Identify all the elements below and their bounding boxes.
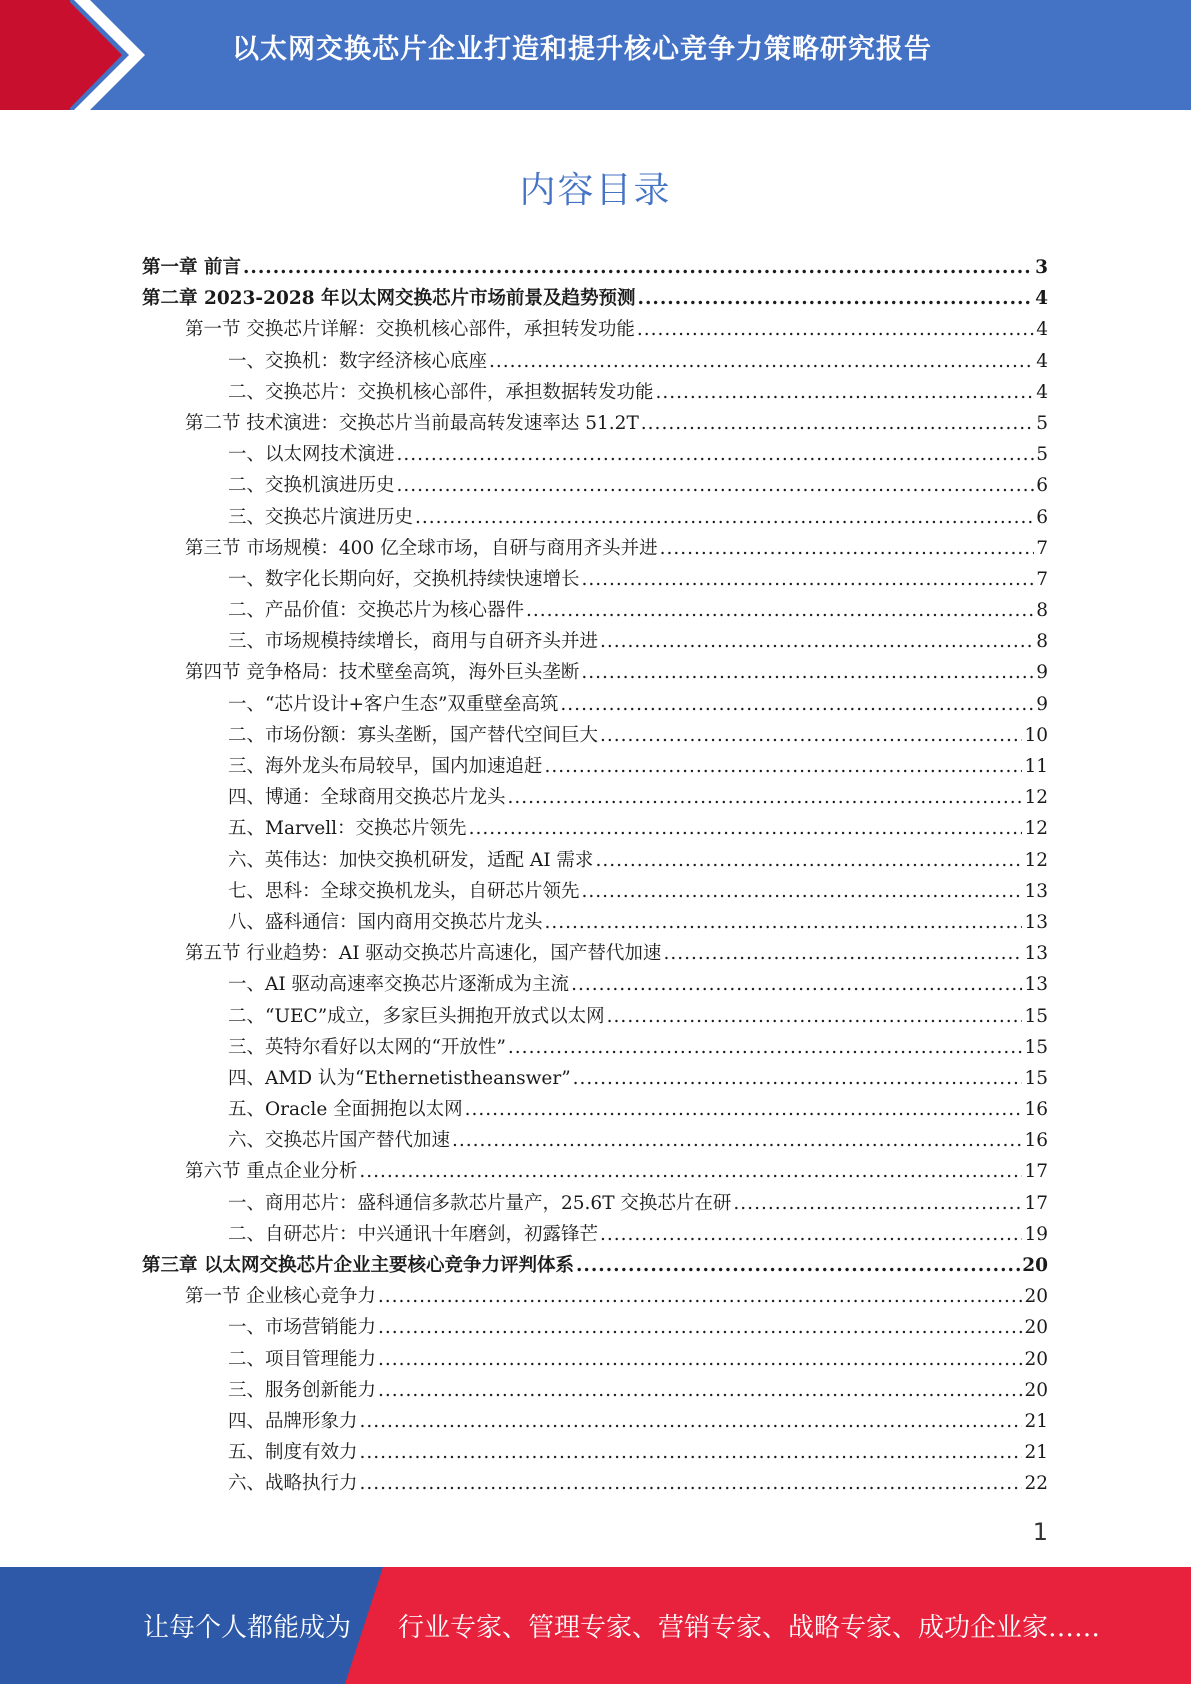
toc-entry-page: 3 [1035,257,1048,278]
dot-leader [508,782,1023,813]
dot-leader [243,252,1033,283]
toc-entry-text: 二、“UEC”成立，多家巨头拥抱开放式以太网 [228,1005,605,1027]
dot-leader [600,626,1034,657]
dot-leader [607,1001,1023,1032]
toc-entry-text: 第六节 重点企业分析 [185,1161,358,1183]
toc-entry[interactable] [142,1312,1048,1343]
toc-entry[interactable] [142,1437,1048,1468]
toc-entry-page: 8 [1036,631,1048,653]
toc-entry-text: 第一章 前言 [142,257,241,278]
dot-leader [489,346,1034,377]
toc-entry[interactable] [142,533,1048,564]
toc-entry-text: 三、服务创新能力 [228,1379,377,1401]
toc-entry-text: 八、盛科通信：国内商用交换芯片龙头 [228,911,543,933]
dot-leader [397,470,1035,501]
dot-leader [360,1468,1023,1499]
toc-entry[interactable] [142,1219,1048,1250]
toc-entry-page: 5 [1036,412,1048,434]
toc-entry[interactable] [142,813,1048,844]
toc-entry[interactable] [142,1156,1048,1187]
toc-entry-page: 6 [1036,475,1048,497]
dot-leader [641,408,1034,439]
toc-entry-page: 9 [1036,693,1048,715]
toc-entry-page: 7 [1036,568,1048,590]
toc-entry-page: 4 [1035,288,1048,310]
toc-entry-text: 四、品牌形象力 [228,1410,358,1432]
toc-entry[interactable] [142,1188,1048,1219]
toc-entry[interactable] [142,502,1048,533]
toc-entry[interactable] [142,1063,1048,1094]
page-number: 1 [1032,1518,1048,1546]
dot-leader [359,1156,1022,1187]
toc-entry-page: 21 [1024,1410,1048,1432]
toc-entry[interactable] [142,1001,1048,1032]
dot-leader [582,876,1023,907]
toc-entry-text: 二、市场份额：寡头垄断，国产替代空间巨大 [228,724,599,746]
toc-entry-page: 12 [1024,849,1048,871]
toc-entry[interactable] [142,876,1048,907]
toc-entry[interactable] [142,283,1048,314]
toc-entry-text: 二、自研芯片：中兴通讯十年磨剑，初露锋芒 [228,1223,599,1245]
toc-entry-page: 11 [1024,756,1048,777]
toc-entry-page: 22 [1024,1473,1048,1495]
toc-entry-page: 20 [1024,1286,1048,1308]
toc-entry[interactable] [142,782,1048,813]
toc-entry-page: 9 [1036,662,1048,684]
toc-entry-page: 7 [1036,537,1048,559]
toc-entry-page: 16 [1024,1099,1048,1121]
toc-entry-page: 10 [1024,724,1048,746]
toc-entry[interactable] [142,346,1048,377]
dot-leader [582,564,1035,595]
report-title: 以太网交换芯片企业打造和提升核心竞争力策略研究报告 [232,34,932,65]
toc-entry-text: 一、商用芯片：盛科通信多款芯片量产，25.6T 交换芯片在研 [228,1192,732,1214]
toc-entry-page: 13 [1024,943,1048,965]
toc-entry[interactable] [142,1032,1048,1063]
toc-entry[interactable] [142,564,1048,595]
toc-entry-text: 一、数字化长期向好，交换机持续快速增长 [228,568,580,590]
toc-entry[interactable] [142,626,1048,657]
toc-entry[interactable] [142,1125,1048,1156]
toc-entry-text: 一、交换机：数字经济核心底座 [228,350,488,372]
dot-leader [571,969,1022,1000]
toc-entry[interactable] [142,470,1048,501]
toc-entry[interactable] [142,1250,1048,1281]
toc-entry-page: 20 [1024,1379,1048,1401]
toc-entry-text: 第二章 2023-2028 年以太网交换芯片市场前景及趋势预测 [142,288,636,310]
toc-entry-text: 七、思科：全球交换机龙头，自研芯片领先 [228,880,580,902]
toc-entry-page: 13 [1024,911,1048,933]
toc-entry[interactable] [142,252,1048,283]
dot-leader [595,845,1022,876]
toc-entry-text: 五、制度有效力 [228,1442,358,1464]
toc-entry-text: 五、Oracle 全面拥抱以太网 [228,1099,463,1121]
dot-leader [378,1375,1022,1406]
dot-leader [378,1312,1022,1343]
dot-leader [545,751,1023,782]
toc-entry[interactable] [142,751,1048,782]
toc-entry-page: 4 [1036,319,1048,341]
toc-entry[interactable] [142,1468,1048,1499]
toc-entry[interactable] [142,720,1048,751]
dot-leader [378,1344,1022,1375]
dot-leader [360,1406,1023,1437]
dot-leader [526,595,1034,626]
toc-entry-page: 4 [1036,381,1048,403]
toc-entry-text: 六、英伟达：加快交换机研发，适配 AI 需求 [228,849,594,871]
toc-entry-text: 第四节 竞争格局：技术壁垒高筑，海外巨头垄断 [185,662,580,684]
toc-entry-text: 一、以太网技术演进 [228,444,395,466]
toc-entry-text: 第三章 以太网交换芯片企业主要核心竞争力评判体系 [142,1255,574,1276]
toc-entry[interactable] [142,1375,1048,1406]
dot-leader [660,533,1035,564]
toc-entry-text: 二、交换机演进历史 [228,475,395,497]
dot-leader [733,1188,1022,1219]
dot-leader [656,377,1035,408]
toc-entry-page: 5 [1036,444,1048,466]
toc-entry-text: 二、交换芯片：交换机核心部件，承担数据转发功能 [228,381,654,403]
toc-entry-page: 17 [1024,1161,1048,1183]
toc-entry-page: 12 [1024,787,1048,809]
toc-entry[interactable] [142,1344,1048,1375]
toc-entry-page: 20 [1022,1255,1048,1276]
toc-entry-page: 15 [1024,1005,1048,1027]
toc-entry-page: 13 [1024,974,1048,996]
dot-leader [360,1437,1023,1468]
toc-entry-text: 三、海外龙头布局较早，国内加速追赶 [228,756,543,777]
toc-entry[interactable] [142,657,1048,688]
toc-entry-text: 第五节 行业趋势：AI 驱动交换芯片高速化，国产替代加速 [185,943,662,965]
toc-entry[interactable] [142,689,1048,720]
toc-entry-page: 19 [1024,1223,1048,1245]
toc-entry-text: 一、市场营销能力 [228,1317,377,1339]
toc-entry-text: 三、市场规模持续增长，商用与自研齐头并进 [228,631,599,653]
dot-leader [397,439,1035,470]
footer-banner [0,1567,1191,1684]
dot-leader [576,1250,1020,1281]
dot-leader [508,1032,1023,1063]
toc-entry-page: 20 [1024,1348,1048,1370]
dot-leader [581,657,1034,688]
footer-slogan-roles: 行业专家、管理专家、营销专家、战略专家、成功企业家…… [398,1613,1101,1643]
toc-entry-text: 一、AI 驱动高速率交换芯片逐渐成为主流 [228,974,570,996]
dot-leader [469,813,1023,844]
toc-entry[interactable] [142,938,1048,969]
dot-leader [560,689,1034,720]
toc-entry[interactable] [142,1406,1048,1437]
toc-entry-text: 六、交换芯片国产替代加速 [228,1130,451,1152]
dot-leader [600,1219,1022,1250]
toc-entry-text: 六、战略执行力 [228,1473,358,1495]
footer-slogan-lead: 让每个人都能成为 [143,1613,352,1643]
toc-entry-page: 4 [1036,350,1048,372]
dot-leader [545,907,1023,938]
toc-entry-page: 6 [1036,506,1048,528]
toc-entry[interactable] [142,845,1048,876]
toc-entry-page: 16 [1024,1130,1048,1152]
toc-entry[interactable] [142,595,1048,626]
toc-entry[interactable] [142,439,1048,470]
dot-leader [415,502,1034,533]
toc-entry-text: 四、AMD 认为“Ethernetistheanswer” [228,1067,571,1089]
toc-entry-text: 第三节 市场规模：400 亿全球市场，自研与商用齐头并进 [185,537,658,559]
toc-entry-page: 15 [1024,1036,1048,1058]
toc-entry-text: 第一节 交换芯片详解：交换机核心部件，承担转发功能 [185,319,635,341]
toc-entry[interactable] [142,1094,1048,1125]
toc-entry-text: 四、博通：全球商用交换芯片龙头 [228,787,506,809]
toc-entry-page: 8 [1036,600,1048,622]
toc-entry[interactable] [142,969,1048,1000]
dot-leader [600,720,1022,751]
dot-leader [663,938,1022,969]
toc-entry-text: 第一节 企业核心竞争力 [185,1286,376,1308]
dot-leader [465,1094,1023,1125]
toc-entry-page: 21 [1024,1442,1048,1464]
dot-leader [637,314,1034,345]
toc-entry-page: 17 [1024,1192,1048,1214]
toc-entry-text: 第二节 技术演进：交换芯片当前最高转发速率达 51.2T [185,412,639,434]
toc-entry-page: 13 [1024,880,1048,902]
table-of-contents [142,252,1048,1500]
toc-entry[interactable] [142,377,1048,408]
header-banner [0,0,1191,110]
toc-entry-text: 三、交换芯片演进历史 [228,506,414,528]
toc-entry-text: 二、项目管理能力 [228,1348,377,1370]
toc-entry-text: 五、Marvell：交换芯片领先 [228,818,467,840]
header-arrow-shape [0,0,160,110]
toc-entry-page: 12 [1024,818,1048,840]
toc-entry[interactable] [142,314,1048,345]
toc-entry[interactable] [142,408,1048,439]
dot-leader [573,1063,1023,1094]
toc-entry-text: 一、“芯片设计+客户生态”双重壁垒高筑 [228,693,559,715]
dot-leader [452,1125,1022,1156]
toc-entry-page: 20 [1024,1317,1048,1339]
toc-entry-text: 二、产品价值：交换芯片为核心器件 [228,600,525,622]
toc-entry-text: 三、英特尔看好以太网的“开放性” [228,1036,506,1058]
dot-leader [378,1281,1023,1312]
toc-entry[interactable] [142,907,1048,938]
page-title: 内容目录 [519,170,672,211]
toc-entry-page: 15 [1024,1067,1048,1089]
toc-entry[interactable] [142,1281,1048,1312]
dot-leader [638,283,1034,314]
